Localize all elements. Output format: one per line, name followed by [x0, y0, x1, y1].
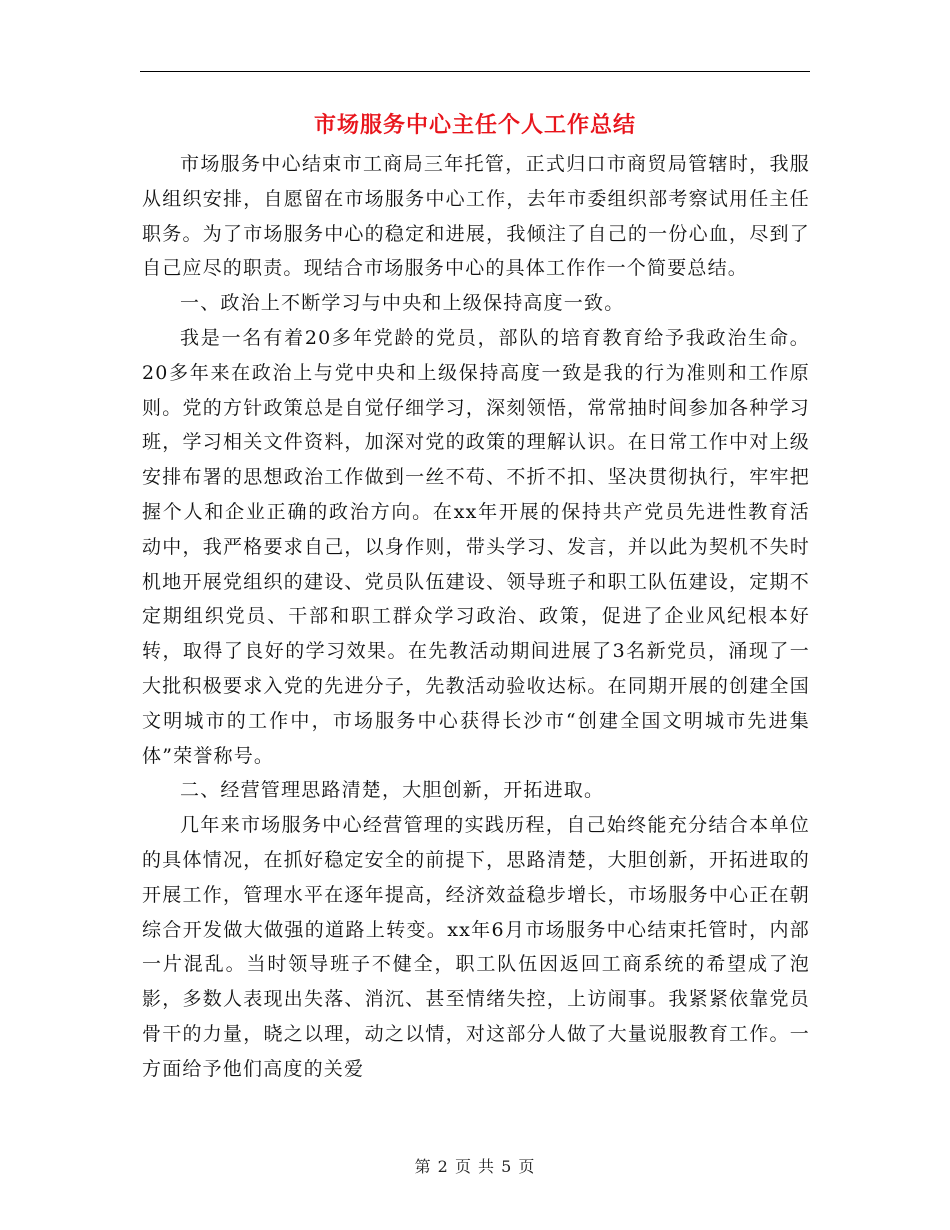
page-number: 第 2 页 共 5 页: [414, 1157, 536, 1176]
document-title: 市场服务中心主任个人工作总结: [313, 112, 636, 138]
section-heading-politics: 一、政治上不断学习与中央和上级保持高度一致。: [180, 292, 625, 315]
section-heading-management: 二、经营管理思路清楚，大胆创新，开拓进取。: [180, 779, 605, 802]
paragraph-intro: 市场服务中心结束市工商局三年托管，正式归口市商贸局管辖时，我服从组织安排，自愿留在市场服务中心工作，去年市委组织部考察试用任主任职务。为了市场服务中心的稳定和进展，我倾注了自己的一份心血，尽到了自己应尽的职责。现结合市场服务中心的具体工作作一个简要总结。: [142, 153, 810, 280]
header-rule: [140, 71, 810, 72]
paragraph-politics: 我是一名有着20多年党龄的党员，部队的培育教育给予我政治生命。20多年来在政治上与党中央和上级保持高度一致是我的行为准则和工作原则。党的方针政策总是自觉仔细学习，深刻领悟，常常抽时间参加各种学习班，学习相关文件资料，加深对党的政策的理解认识。在日常工作中对上级安排布署的思想政治工作做到一丝不苟、不折不扣、坚决贯彻执行，牢牢把握个人和企业正确的政治方向。在xx年开展的保持共产党员先进性教育活动中，我严格要求自己，以身作则，带头学习、发言，并以此为契机不失时机地开展党组织的建设、党员队伍建设、领导班子和职工队伍建设，定期不定期组织党员、干部和职工群众学习政治、政策，促进了企业风纪根本好转，取得了良好的学习效果。在先教活动期间进展了3名新党员，涌现了一大批积极要求入党的先进分子，先教活动验收达标。在同期开展的创建全国文明城市的工作中，市场服务中心获得长沙市“创建全国文明城市先进集体”荣誉称号。: [142, 326, 810, 767]
paragraph-management: 几年来市场服务中心经营管理的实践历程，自己始终能充分结合本单位的具体情况，在抓好稳定安全的前提下，思路清楚，大胆创新，开拓进取的开展工作，管理水平在逐年提高，经济效益稳步增长，市场服务中心正在朝综合开发做大做强的道路上转变。xx年6月市场服务中心结束托管时，内部一片混乱。当时领导班子不健全，职工队伍因返回工商系统的希望成了泡影，多数人表现出失落、消沉、甚至情绪失控，上访闹事。我紧紧依靠党员骨干的力量，晓之以理，动之以情，对这部分人做了大量说服教育工作。一方面给予他们高度的关爱: [142, 814, 810, 1080]
document-body: [142, 147, 810, 1087]
